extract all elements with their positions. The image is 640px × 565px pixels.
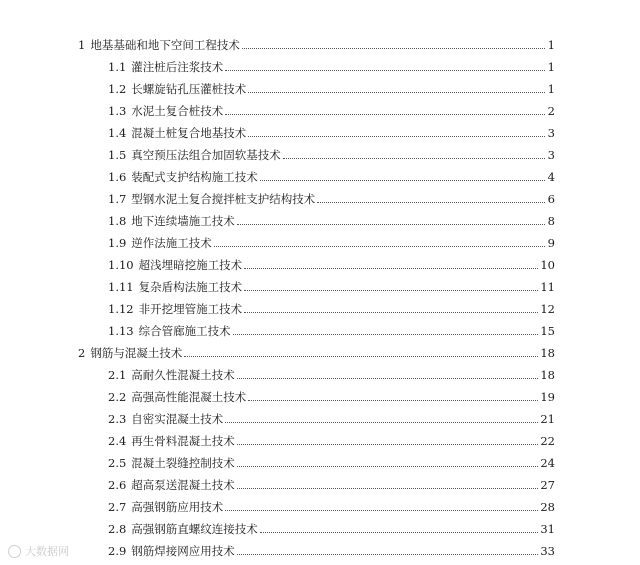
toc-entry-label xyxy=(108,214,235,228)
toc-entry-number: 1.9 xyxy=(108,236,127,250)
toc-entry-label xyxy=(108,434,235,448)
toc-entry-number: 1.2 xyxy=(108,82,127,96)
toc-entry-label xyxy=(108,478,235,492)
toc-entry-page: 24 xyxy=(540,456,555,470)
toc-entry-number: 1.11 xyxy=(108,280,134,294)
toc-entry-title: 自密实混凝土技术 xyxy=(131,412,224,426)
dot-leader xyxy=(317,201,545,203)
dot-leader xyxy=(260,179,545,181)
toc-entry-label xyxy=(108,236,212,250)
toc-entry-title: 再生骨料混凝土技术 xyxy=(131,434,235,448)
toc-entry-number: 2.8 xyxy=(108,522,127,536)
toc-entry-label xyxy=(108,324,231,338)
toc-entry-number: 2.1 xyxy=(108,368,127,382)
toc-entry-2-1[interactable] xyxy=(108,362,555,382)
toc-entry-page: 18 xyxy=(540,346,555,360)
toc-entry-title: 混凝土裂缝控制技术 xyxy=(131,456,235,470)
toc-entry-2-8[interactable] xyxy=(108,516,555,536)
toc-entry-label xyxy=(108,522,258,536)
toc-entry-number: 1.8 xyxy=(108,214,127,228)
toc-entry-1-7[interactable] xyxy=(108,186,555,206)
toc-entry-title: 型钢水泥土复合搅拌桩支护结构技术 xyxy=(131,192,316,206)
toc-entry-label xyxy=(108,82,246,96)
toc-entry-number: 1.7 xyxy=(108,192,127,206)
toc-entry-page: 11 xyxy=(540,280,555,294)
toc-entry-page: 27 xyxy=(540,478,555,492)
toc-entry-page: 18 xyxy=(540,368,555,382)
toc-entry-page: 4 xyxy=(547,170,555,184)
toc-entry-1-2[interactable] xyxy=(108,76,555,96)
toc-entry-label xyxy=(108,302,242,316)
toc-entry-page: 1 xyxy=(547,82,555,96)
toc-entry-number: 1 xyxy=(78,38,86,52)
toc-entry-page: 6 xyxy=(547,192,555,206)
toc-entry-number: 1.4 xyxy=(108,126,127,140)
toc-entry-number: 2.5 xyxy=(108,456,127,470)
dot-leader xyxy=(244,311,538,313)
toc-entry-page: 1 xyxy=(547,38,555,52)
toc-entry-label xyxy=(78,346,182,360)
toc-entry-1-11[interactable] xyxy=(108,274,555,294)
dot-leader xyxy=(237,487,539,489)
toc-entry-label xyxy=(108,500,223,514)
toc-entry-1[interactable] xyxy=(78,32,555,52)
toc-entry-1-13[interactable] xyxy=(108,318,555,338)
toc-entry-2-4[interactable] xyxy=(108,428,555,448)
dot-leader xyxy=(237,443,539,445)
watermark-logo-icon xyxy=(8,545,21,558)
toc-entry-1-10[interactable] xyxy=(108,252,555,272)
watermark-text: 大数据网 xyxy=(25,545,69,558)
toc-entry-page: 22 xyxy=(540,434,555,448)
toc-entry-label xyxy=(108,104,223,118)
toc-entry-2-7[interactable] xyxy=(108,494,555,514)
toc-entry-number: 2.6 xyxy=(108,478,127,492)
toc-entry-label xyxy=(108,170,258,184)
toc-entry-number: 2.9 xyxy=(108,544,127,558)
toc-entry-page: 8 xyxy=(547,214,555,228)
toc-entry-page: 3 xyxy=(547,148,555,162)
dot-leader xyxy=(233,333,539,335)
toc-entry-1-5[interactable] xyxy=(108,142,555,162)
toc-entry-title: 长螺旋钻孔压灌桩技术 xyxy=(131,82,247,96)
toc-entry-page: 2 xyxy=(547,104,555,118)
toc-entry-title: 地下连续墙施工技术 xyxy=(131,214,235,228)
toc-entry-title: 钢筋与混凝土技术 xyxy=(90,346,183,360)
toc-entry-1-6[interactable] xyxy=(108,164,555,184)
toc-entry-number: 1.6 xyxy=(108,170,127,184)
toc-entry-title: 超高泵送混凝土技术 xyxy=(131,478,235,492)
toc-entry-page: 19 xyxy=(540,390,555,404)
toc-entry-title: 混凝土桩复合地基技术 xyxy=(131,126,247,140)
toc-entry-page: 28 xyxy=(540,500,555,514)
toc-entry-number: 2.2 xyxy=(108,390,127,404)
toc-entry-number: 1.3 xyxy=(108,104,127,118)
toc-entry-number: 2.7 xyxy=(108,500,127,514)
toc-entry-page: 12 xyxy=(540,302,555,316)
dot-leader xyxy=(260,531,539,533)
toc-entry-title: 高耐久性混凝土技术 xyxy=(131,368,235,382)
toc-entry-page: 21 xyxy=(540,412,555,426)
toc-entry-page: 10 xyxy=(540,258,555,272)
dot-leader xyxy=(225,421,538,423)
toc-entry-2-6[interactable] xyxy=(108,472,555,492)
toc-entry-title: 高强钢筋直螺纹连接技术 xyxy=(131,522,258,536)
dot-leader xyxy=(283,157,545,159)
toc-entry-page: 9 xyxy=(547,236,555,250)
toc-entry-title: 真空预压法组合加固软基技术 xyxy=(131,148,281,162)
toc-entry-number: 1.5 xyxy=(108,148,127,162)
toc-entry-label xyxy=(108,412,223,426)
toc-entry-title: 逆作法施工技术 xyxy=(131,236,212,250)
toc-entry-1-9[interactable] xyxy=(108,230,555,250)
toc-entry-1-4[interactable] xyxy=(108,120,555,140)
toc-entry-title: 水泥土复合桩技术 xyxy=(131,104,224,118)
toc-entry-number: 2.3 xyxy=(108,412,127,426)
toc-entry-2-2[interactable] xyxy=(108,384,555,404)
toc-entry-title: 地基基础和地下空间工程技术 xyxy=(90,38,240,52)
toc-entry-title: 装配式支护结构施工技术 xyxy=(131,170,258,184)
dot-leader xyxy=(225,509,538,511)
toc-entry-label xyxy=(108,456,235,470)
toc-entry-label xyxy=(78,38,240,52)
toc-entry-page: 1 xyxy=(547,60,555,74)
dot-leader xyxy=(248,135,545,137)
toc-entry-label xyxy=(108,544,235,558)
toc-entry-number: 1.13 xyxy=(108,324,134,338)
toc-entry-page: 15 xyxy=(540,324,555,338)
dot-leader xyxy=(237,223,545,225)
dot-leader xyxy=(225,69,545,71)
toc-entry-number: 2.4 xyxy=(108,434,127,448)
dot-leader xyxy=(244,267,538,269)
watermark xyxy=(8,543,69,559)
toc-entry-page: 33 xyxy=(540,544,555,558)
toc-entry-title: 高强高性能混凝土技术 xyxy=(131,390,247,404)
toc-entry-page: 31 xyxy=(540,522,555,536)
toc-entry-2-9[interactable] xyxy=(108,538,555,558)
toc-entry-1-12[interactable] xyxy=(108,296,555,316)
toc-entry-number: 1.1 xyxy=(108,60,127,74)
toc-entry-title: 综合管廊施工技术 xyxy=(138,324,231,338)
toc-entry-number: 1.12 xyxy=(108,302,134,316)
dot-leader xyxy=(237,377,539,379)
toc-entry-page: 3 xyxy=(547,126,555,140)
dot-leader xyxy=(237,465,539,467)
toc-entry-1-8[interactable] xyxy=(108,208,555,228)
toc-entry-title: 超浅埋暗挖施工技术 xyxy=(138,258,243,272)
dot-leader xyxy=(184,355,538,357)
toc-entry-title: 复杂盾构法施工技术 xyxy=(138,280,243,294)
toc-entry-label xyxy=(108,390,246,404)
toc-entry-1-3[interactable] xyxy=(108,98,555,118)
toc-entry-2-3[interactable] xyxy=(108,406,555,426)
toc-entry-number: 1.10 xyxy=(108,258,134,272)
toc-entry-2-5[interactable] xyxy=(108,450,555,470)
dot-leader xyxy=(237,553,539,555)
dot-leader xyxy=(248,399,538,401)
toc-entry-title: 钢筋焊接网应用技术 xyxy=(131,544,235,558)
dot-leader xyxy=(244,289,538,291)
toc-entry-2[interactable] xyxy=(78,340,555,360)
toc-entry-number: 2 xyxy=(78,346,86,360)
toc-entry-title: 灌注桩后注浆技术 xyxy=(131,60,224,74)
toc-entry-label xyxy=(108,280,242,294)
toc-entry-label xyxy=(108,126,246,140)
dot-leader xyxy=(242,47,545,49)
dot-leader xyxy=(214,245,545,247)
dot-leader xyxy=(225,113,545,115)
toc-entry-label xyxy=(108,192,315,206)
toc-entry-1-1[interactable] xyxy=(108,54,555,74)
toc-entry-label xyxy=(108,258,242,272)
dot-leader xyxy=(248,91,545,93)
toc-entry-title: 高强钢筋应用技术 xyxy=(131,500,224,514)
toc-entry-label xyxy=(108,148,281,162)
toc-entry-label xyxy=(108,368,235,382)
toc-entry-label xyxy=(108,60,223,74)
toc-entry-title: 非开挖埋管施工技术 xyxy=(138,302,243,316)
